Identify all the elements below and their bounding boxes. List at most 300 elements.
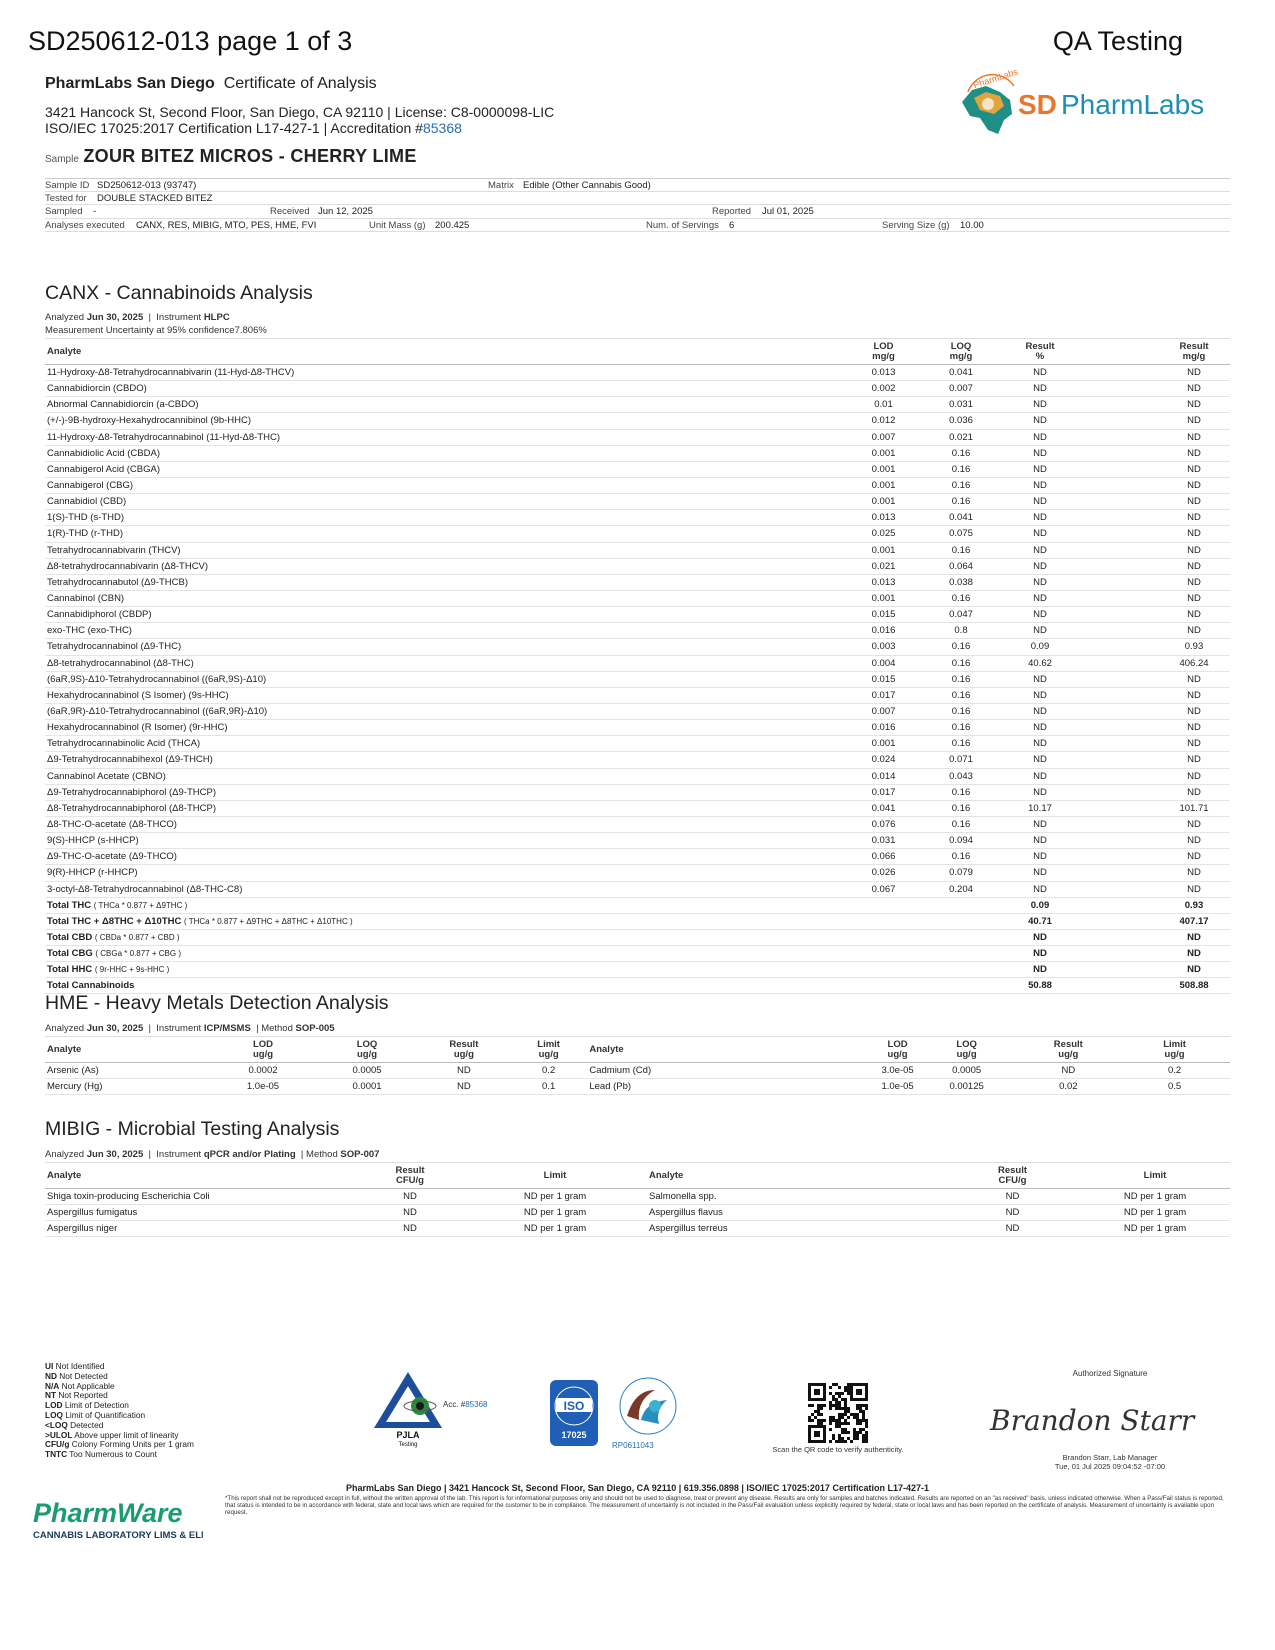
result-mg: ND bbox=[1080, 365, 1230, 381]
total-label: Total HHC ( 9r-HHC + 9s-HHC ) bbox=[45, 962, 845, 978]
table-row bbox=[45, 800, 1230, 816]
hme-col-analyte: Analyte bbox=[45, 1037, 210, 1063]
lod-value: 0.013 bbox=[845, 365, 922, 381]
total-row bbox=[45, 946, 1230, 962]
canx-title: CANX - Cannabinoids Analysis bbox=[45, 282, 313, 304]
qr-caption: Scan the QR code to verify authenticity. bbox=[772, 1445, 904, 1454]
analyte-name: Δ8-tetrahydrocannabivarin (Δ8-THCV) bbox=[45, 558, 845, 574]
hme-col-lod: LOD ug/g bbox=[210, 1037, 317, 1063]
sample-id: SD250612-013 (93747) bbox=[97, 180, 197, 191]
svg-text:PharmWare: PharmWare bbox=[33, 1498, 183, 1528]
analyte-name: Tetrahydrocannabivarin (THCV) bbox=[45, 542, 845, 558]
result-pct: ND bbox=[1000, 752, 1080, 768]
loq-value: 0.16 bbox=[922, 477, 1000, 493]
analyte-name: Aspergillus terreus bbox=[635, 1221, 945, 1237]
loq-value: 0.16 bbox=[922, 445, 1000, 461]
result-pct: ND bbox=[1000, 784, 1080, 800]
loq-value: 0.16 bbox=[922, 494, 1000, 510]
result-pct: ND bbox=[1000, 526, 1080, 542]
total-mg: 508.88 bbox=[1080, 978, 1230, 994]
result-mg: ND bbox=[1080, 833, 1230, 849]
legend-item: ND Not Detected bbox=[45, 1370, 108, 1381]
mibig-col-result-2: Result CFU/g bbox=[945, 1163, 1080, 1189]
hme-title: HME - Heavy Metals Detection Analysis bbox=[45, 992, 389, 1014]
total-label: Total THC + Δ8THC + Δ10THC ( THCa * 0.877 + Δ9THC + Δ8THC + Δ10THC ) bbox=[45, 913, 845, 929]
result-value: ND bbox=[418, 1063, 510, 1079]
microbial-table bbox=[45, 1162, 1230, 1237]
total-mg: 0.93 bbox=[1080, 897, 1230, 913]
table-row bbox=[45, 365, 1230, 381]
lod-value: 0.002 bbox=[845, 381, 922, 397]
hme-col-analyte-2: Analyte bbox=[587, 1037, 771, 1063]
lod-value: 0.013 bbox=[845, 510, 922, 526]
signer-details bbox=[1010, 1453, 1210, 1471]
received: Jun 12, 2025 bbox=[318, 206, 373, 217]
result-mg: ND bbox=[1080, 381, 1230, 397]
result-pct: ND bbox=[1000, 461, 1080, 477]
footer-disclaimer: *This report shall not be reproduced except in full, without the written approval of the lab. This report is for informational purposes only and should not be used to diagnose, treat or prevent any disease. Results are only for samples and batches indicated. Results are reported on an "as received" basis, unless indicated otherwise. When a Pass/Fail status is reported, that status is intended to be in accordance with federal, state and local laws which are required for the customer to be in compliance. The measurement of uncertainty is not included in the Pass/Fail evaluation unless explicitly required by federal, state or local laws and has been reported on the certificate of analysis. Measurement of uncertainty is available upon request. bbox=[225, 1495, 1224, 1516]
table-row bbox=[45, 687, 1230, 703]
lod-value: 0.017 bbox=[845, 687, 922, 703]
sdpharmlabs-logo bbox=[960, 70, 1240, 140]
pjla-icon bbox=[370, 1370, 510, 1450]
result-pct: ND bbox=[1000, 816, 1080, 832]
mibig-meta: Analyzed Jun 30, 2025 | Instrument qPCR and/or Plating | Method SOP-007 bbox=[45, 1149, 380, 1160]
result-pct: ND bbox=[1000, 865, 1080, 881]
lod-value: 0.066 bbox=[845, 849, 922, 865]
col-lod: LOD mg/g bbox=[845, 339, 922, 365]
canx-meta: Analyzed Jun 30, 2025 | Instrument HLPC Measurement Uncertainty at 95% confidence7.806% bbox=[45, 312, 267, 336]
lod-value: 0.017 bbox=[845, 784, 922, 800]
empty bbox=[922, 962, 1000, 978]
lod-value: 0.012 bbox=[845, 413, 922, 429]
table-row bbox=[45, 655, 1230, 671]
loq-value: 0.075 bbox=[922, 526, 1000, 542]
empty bbox=[922, 946, 1000, 962]
loq-value: 0.0001 bbox=[316, 1079, 418, 1095]
svg-text:SD: SD bbox=[1018, 89, 1057, 120]
limit-value: 0.2 bbox=[510, 1063, 587, 1079]
lab-name: PharmLabs San Diego bbox=[45, 75, 215, 92]
result-pct: ND bbox=[1000, 477, 1080, 493]
loq-value: 0.007 bbox=[922, 381, 1000, 397]
svg-text:CANNABIS LABORATORY LIMS & ELN: CANNABIS LABORATORY LIMS & ELN bbox=[33, 1530, 203, 1541]
total-row bbox=[45, 929, 1230, 945]
analyte-name: Δ9-Tetrahydrocannabihexol (Δ9-THCH) bbox=[45, 752, 845, 768]
result-mg: ND bbox=[1080, 429, 1230, 445]
analyte-name: Aspergillus fumigatus bbox=[45, 1205, 345, 1221]
sample-name: ZOUR BITEZ MICROS - CHERRY LIME bbox=[83, 146, 417, 166]
analyte-name: Cannabidiorcin (CBDO) bbox=[45, 381, 845, 397]
legend-item: CFU/g Colony Forming Units per 1 gram bbox=[45, 1439, 194, 1450]
lod-value: 0.016 bbox=[845, 623, 922, 639]
lod-value: 0.026 bbox=[845, 865, 922, 881]
analyte-name: 1(S)-THD (s-THD) bbox=[45, 510, 845, 526]
analyte-name: 9(S)-HHCP (s-HHCP) bbox=[45, 833, 845, 849]
empty bbox=[922, 929, 1000, 945]
result-value: ND bbox=[945, 1189, 1080, 1205]
result-mg: ND bbox=[1080, 558, 1230, 574]
result-mg: ND bbox=[1080, 816, 1230, 832]
authorized-signature-label: Authorized Signature bbox=[1072, 1369, 1148, 1378]
result-pct: ND bbox=[1000, 574, 1080, 590]
table-row bbox=[45, 526, 1230, 542]
loq-value: 0.043 bbox=[922, 768, 1000, 784]
table-row bbox=[45, 477, 1230, 493]
loq-value: 0.16 bbox=[922, 461, 1000, 477]
sampled: - bbox=[93, 206, 97, 217]
iso-17025-badge bbox=[550, 1380, 598, 1446]
lab-address bbox=[45, 104, 554, 136]
lod-value: 0.007 bbox=[845, 429, 922, 445]
lod-value: 1.0e-05 bbox=[210, 1079, 317, 1095]
lod-value: 0.015 bbox=[845, 671, 922, 687]
matrix: Edible (Other Cannabis Good) bbox=[523, 180, 651, 191]
analyte-name: Hexahydrocannabinol (S Isomer) (9s-HHC) bbox=[45, 687, 845, 703]
hme-col-limit: Limit ug/g bbox=[510, 1037, 587, 1063]
loq-value: 0.031 bbox=[922, 397, 1000, 413]
lod-value: 1.0e-05 bbox=[771, 1079, 915, 1095]
result-pct: ND bbox=[1000, 542, 1080, 558]
table-row bbox=[45, 461, 1230, 477]
loq-value: 0.16 bbox=[922, 849, 1000, 865]
hme-col-limit-2: Limit ug/g bbox=[1119, 1037, 1230, 1063]
total-mg: ND bbox=[1080, 946, 1230, 962]
result-mg: ND bbox=[1080, 397, 1230, 413]
num-servings: 6 bbox=[729, 219, 735, 231]
result-pct: ND bbox=[1000, 381, 1080, 397]
total-mg: ND bbox=[1080, 929, 1230, 945]
cert-line: ISO/IEC 17025:2017 Certification L17-427-1 | Accreditation #85368 bbox=[45, 120, 462, 136]
analyte-name: Cannabigerol (CBG) bbox=[45, 477, 845, 493]
lod-value: 0.0002 bbox=[210, 1063, 317, 1079]
table-row bbox=[45, 784, 1230, 800]
col-result-pct: Result % bbox=[1000, 339, 1080, 365]
table-row bbox=[45, 494, 1230, 510]
svg-text:17025: 17025 bbox=[561, 1430, 587, 1440]
result-mg: ND bbox=[1080, 768, 1230, 784]
analyte-name: Cannabinol Acetate (CBNO) bbox=[45, 768, 845, 784]
hme-meta: Analyzed Jun 30, 2025 | Instrument ICP/MSMS | Method SOP-005 bbox=[45, 1023, 335, 1034]
loq-value: 0.16 bbox=[922, 816, 1000, 832]
uncertainty: Measurement Uncertainty at 95% confidence7.806% bbox=[45, 325, 267, 336]
analyte-name: Cannabidiolic Acid (CBDA) bbox=[45, 445, 845, 461]
legend-item: NT Not Reported bbox=[45, 1390, 108, 1401]
loq-value: 0.16 bbox=[922, 687, 1000, 703]
analyte-name: 9(R)-HHCP (r-HHCP) bbox=[45, 865, 845, 881]
result-pct: ND bbox=[1000, 768, 1080, 784]
loq-value: 0.16 bbox=[922, 800, 1000, 816]
signed-date: Tue, 01 Jul 2025 09:04:52 -07:00 bbox=[1054, 1462, 1166, 1471]
lod-value: 0.041 bbox=[845, 800, 922, 816]
loq-value: 0.204 bbox=[922, 881, 1000, 897]
result-pct: ND bbox=[1000, 849, 1080, 865]
reported: Jul 01, 2025 bbox=[762, 206, 814, 217]
mibig-col-analyte-2: Analyte bbox=[635, 1163, 945, 1189]
table-row bbox=[45, 1221, 1230, 1237]
analyte-name: (+/-)-9B-hydroxy-Hexahydrocannibinol (9b-HHC) bbox=[45, 413, 845, 429]
lod-value: 0.021 bbox=[845, 558, 922, 574]
lod-value: 0.001 bbox=[845, 494, 922, 510]
empty bbox=[922, 897, 1000, 913]
result-pct: 0.09 bbox=[1000, 639, 1080, 655]
loq-value: 0.0005 bbox=[316, 1063, 418, 1079]
loq-value: 0.16 bbox=[922, 542, 1000, 558]
lod-value: 0.001 bbox=[845, 461, 922, 477]
mibig-title: MIBIG - Microbial Testing Analysis bbox=[45, 1118, 340, 1140]
result-pct: ND bbox=[1000, 445, 1080, 461]
result-pct: ND bbox=[1000, 671, 1080, 687]
svg-text:PJLA: PJLA bbox=[396, 1430, 420, 1440]
loq-value: 0.16 bbox=[922, 639, 1000, 655]
result-mg: ND bbox=[1080, 849, 1230, 865]
result-mg: ND bbox=[1080, 881, 1230, 897]
signature-image bbox=[980, 1392, 1220, 1446]
table-row bbox=[45, 720, 1230, 736]
result-pct: ND bbox=[1000, 607, 1080, 623]
loq-value: 0.036 bbox=[922, 413, 1000, 429]
table-row bbox=[45, 542, 1230, 558]
table-row bbox=[45, 833, 1230, 849]
analyte-name: (6aR,9R)-Δ10-Tetrahydrocannabinol ((6aR,9R)-Δ10) bbox=[45, 703, 845, 719]
lod-value: 0.067 bbox=[845, 881, 922, 897]
loq-value: 0.041 bbox=[922, 510, 1000, 526]
loq-value: 0.00125 bbox=[916, 1079, 1018, 1095]
total-pct: ND bbox=[1000, 929, 1080, 945]
lod-value: 0.014 bbox=[845, 768, 922, 784]
result-pct: ND bbox=[1000, 494, 1080, 510]
result-pct: ND bbox=[1000, 687, 1080, 703]
loq-value: 0.071 bbox=[922, 752, 1000, 768]
lod-value: 0.031 bbox=[845, 833, 922, 849]
total-label: Total Cannabinoids bbox=[45, 978, 845, 994]
legend-item: >ULOL Above upper limit of linearity bbox=[45, 1429, 179, 1440]
sample-info: Sample ID SD250612-013 (93747) Matrix Edible (Other Cannabis Good) Tested for DOUBLE STACKED BITEZ Sampled - Received Jun 12, 2025 Reported Jul 01, 2025 Analyses executed CANX, RES, MIBIG, MTO, PES, HME, FVI Unit Mass (g) 200.425 Num. of Servings 6 Serving Size (g) 10.00 bbox=[45, 178, 1230, 232]
lod-value: 0.015 bbox=[845, 607, 922, 623]
loq-value: 0.16 bbox=[922, 590, 1000, 606]
total-mg: 407.17 bbox=[1080, 913, 1230, 929]
table-row bbox=[45, 1079, 1230, 1095]
result-mg: 101.71 bbox=[1080, 800, 1230, 816]
col-loq: LOQ mg/g bbox=[922, 339, 1000, 365]
tested-for: DOUBLE STACKED BITEZ bbox=[97, 192, 213, 204]
result-pct: ND bbox=[1000, 881, 1080, 897]
analyte-name: Abnormal Cannabidiorcin (a-CBDO) bbox=[45, 397, 845, 413]
analyte-name: Δ8-tetrahydrocannabinol (Δ8-THC) bbox=[45, 655, 845, 671]
result-value: ND bbox=[1018, 1063, 1120, 1079]
result-pct: ND bbox=[1000, 365, 1080, 381]
loq-value: 0.041 bbox=[922, 365, 1000, 381]
heavy-metals-table bbox=[45, 1036, 1230, 1095]
analyte-name: exo-THC (exo-THC) bbox=[45, 623, 845, 639]
lod-value: 0.025 bbox=[845, 526, 922, 542]
result-mg: ND bbox=[1080, 574, 1230, 590]
limit-value: ND per 1 gram bbox=[1080, 1205, 1230, 1221]
table-row bbox=[45, 510, 1230, 526]
abbreviation-legend bbox=[45, 1362, 194, 1460]
table-row bbox=[45, 639, 1230, 655]
analyte-name: Shiga toxin-producing Escherichia Coli bbox=[45, 1189, 345, 1205]
table-row bbox=[45, 413, 1230, 429]
result-mg: ND bbox=[1080, 865, 1230, 881]
loq-value: 0.047 bbox=[922, 607, 1000, 623]
result-value: ND bbox=[345, 1205, 475, 1221]
mibig-col-limit: Limit bbox=[475, 1163, 635, 1189]
result-pct: ND bbox=[1000, 623, 1080, 639]
total-pct: 40.71 bbox=[1000, 913, 1080, 929]
result-value: ND bbox=[945, 1221, 1080, 1237]
table-row bbox=[45, 671, 1230, 687]
table-row bbox=[45, 429, 1230, 445]
loq-value: 0.16 bbox=[922, 703, 1000, 719]
result-mg: ND bbox=[1080, 445, 1230, 461]
result-pct: ND bbox=[1000, 720, 1080, 736]
result-pct: ND bbox=[1000, 736, 1080, 752]
serving-size: 10.00 bbox=[960, 219, 984, 231]
table-row bbox=[45, 816, 1230, 832]
table-row bbox=[45, 574, 1230, 590]
table-row bbox=[45, 849, 1230, 865]
analyte-name: Δ9-Tetrahydrocannabiphorol (Δ9-THCP) bbox=[45, 784, 845, 800]
svg-text:PharmLabs: PharmLabs bbox=[972, 70, 1020, 91]
result-mg: ND bbox=[1080, 461, 1230, 477]
analyte-name: (6aR,9S)-Δ10-Tetrahydrocannabinol ((6aR,9S)-Δ10) bbox=[45, 671, 845, 687]
analyte-name: 11-Hydroxy-Δ8-Tetrahydrocannabinol (11-Hyd-Δ8-THC) bbox=[45, 429, 845, 445]
empty bbox=[922, 913, 1000, 929]
unit-mass: 200.425 bbox=[435, 219, 470, 231]
result-pct: ND bbox=[1000, 413, 1080, 429]
lod-value: 0.013 bbox=[845, 574, 922, 590]
table-row bbox=[45, 1063, 1230, 1079]
accreditation-number[interactable]: 85368 bbox=[422, 120, 462, 136]
result-mg: ND bbox=[1080, 477, 1230, 493]
lod-value: 0.004 bbox=[845, 655, 922, 671]
footer-contact: PharmLabs San Diego | 3421 Hancock St, Second Floor, San Diego, CA 92110 | 619.356.0898 | ISO/IEC 17025:2017 Certification L17-427-1 bbox=[346, 1483, 929, 1493]
result-mg: ND bbox=[1080, 623, 1230, 639]
result-pct: ND bbox=[1000, 703, 1080, 719]
analyte-name: 11-Hydroxy-Δ8-Tetrahydrocannabivarin (11-Hyd-Δ8-THCV) bbox=[45, 365, 845, 381]
table-row bbox=[45, 736, 1230, 752]
result-mg: ND bbox=[1080, 510, 1230, 526]
doc-type: Certificate of Analysis bbox=[223, 75, 377, 92]
result-mg: ND bbox=[1080, 736, 1230, 752]
result-value: 0.02 bbox=[1018, 1079, 1120, 1095]
total-pct: 0.09 bbox=[1000, 897, 1080, 913]
analyte-name: 1(R)-THD (r-THD) bbox=[45, 526, 845, 542]
result-pct: ND bbox=[1000, 590, 1080, 606]
lod-value: 0.007 bbox=[845, 703, 922, 719]
mibig-col-limit-2: Limit bbox=[1080, 1163, 1230, 1189]
total-label: Total CBG ( CBGa * 0.877 + CBG ) bbox=[45, 946, 845, 962]
lod-value: 0.001 bbox=[845, 445, 922, 461]
total-row bbox=[45, 897, 1230, 913]
analyte-name: Mercury (Hg) bbox=[45, 1079, 210, 1095]
qa-label: QA Testing bbox=[1052, 26, 1183, 56]
empty bbox=[845, 929, 922, 945]
hme-col-lod-2: LOD ug/g bbox=[771, 1037, 915, 1063]
analyte-name: Arsenic (As) bbox=[45, 1063, 210, 1079]
pjla-accreditation: Acc. #85368 bbox=[443, 1400, 488, 1409]
empty bbox=[845, 897, 922, 913]
limit-value: ND per 1 gram bbox=[475, 1205, 635, 1221]
loq-value: 0.16 bbox=[922, 671, 1000, 687]
result-value: ND bbox=[345, 1189, 475, 1205]
legend-item: N/A Not Applicable bbox=[45, 1380, 115, 1391]
address-line: 3421 Hancock St, Second Floor, San Diego, CA 92110 | License: C8-0000098-LIC bbox=[45, 104, 555, 120]
table-row bbox=[45, 768, 1230, 784]
analyte-name: Cannabidiphorol (CBDP) bbox=[45, 607, 845, 623]
total-pct: ND bbox=[1000, 962, 1080, 978]
result-pct: ND bbox=[1000, 833, 1080, 849]
result-mg: ND bbox=[1080, 784, 1230, 800]
table-row bbox=[45, 752, 1230, 768]
result-mg: ND bbox=[1080, 590, 1230, 606]
empty bbox=[845, 946, 922, 962]
loq-value: 0.094 bbox=[922, 833, 1000, 849]
total-mg: ND bbox=[1080, 962, 1230, 978]
analyte-name: Aspergillus flavus bbox=[635, 1205, 945, 1221]
lod-value: 0.003 bbox=[845, 639, 922, 655]
table-row bbox=[45, 558, 1230, 574]
analyte-name: Δ8-THC-O-acetate (Δ8-THCO) bbox=[45, 816, 845, 832]
page-label: SD250612-013 page 1 of 3 bbox=[28, 26, 353, 56]
result-value: ND bbox=[345, 1221, 475, 1237]
dea-code: RP0611043 bbox=[612, 1441, 654, 1450]
result-mg: ND bbox=[1080, 703, 1230, 719]
col-analyte: Analyte bbox=[45, 339, 845, 365]
qr-code[interactable] bbox=[808, 1383, 868, 1443]
mibig-col-result: Result CFU/g bbox=[345, 1163, 475, 1189]
table-row bbox=[45, 397, 1230, 413]
analyte-name: Cannabidiol (CBD) bbox=[45, 494, 845, 510]
analyte-name: Tetrahydrocannabinol (Δ9-THC) bbox=[45, 639, 845, 655]
loq-value: 0.079 bbox=[922, 865, 1000, 881]
result-pct: ND bbox=[1000, 397, 1080, 413]
total-row bbox=[45, 913, 1230, 929]
lod-value: 0.001 bbox=[845, 477, 922, 493]
cannabinoids-table bbox=[45, 338, 1230, 994]
table-row bbox=[45, 865, 1230, 881]
limit-value: ND per 1 gram bbox=[475, 1221, 635, 1237]
hme-col-loq-2: LOQ ug/g bbox=[916, 1037, 1018, 1063]
analyte-name: Salmonella spp. bbox=[635, 1189, 945, 1205]
total-row bbox=[45, 962, 1230, 978]
lod-value: 3.0e-05 bbox=[771, 1063, 915, 1079]
result-mg: ND bbox=[1080, 720, 1230, 736]
lod-value: 0.001 bbox=[845, 542, 922, 558]
table-row bbox=[45, 703, 1230, 719]
limit-value: ND per 1 gram bbox=[1080, 1189, 1230, 1205]
analyte-name: Δ8-Tetrahydrocannabiphorol (Δ8-THCP) bbox=[45, 800, 845, 816]
result-pct: 10.17 bbox=[1000, 800, 1080, 816]
lod-value: 0.024 bbox=[845, 752, 922, 768]
pharmware-logo bbox=[33, 1492, 203, 1546]
table-row bbox=[45, 1189, 1230, 1205]
total-pct: 50.88 bbox=[1000, 978, 1080, 994]
hme-col-loq: LOQ ug/g bbox=[316, 1037, 418, 1063]
analyte-name: Cannabinol (CBN) bbox=[45, 590, 845, 606]
limit-value: ND per 1 gram bbox=[1080, 1221, 1230, 1237]
result-mg: ND bbox=[1080, 607, 1230, 623]
analyte-name: Aspergillus niger bbox=[45, 1221, 345, 1237]
result-mg: ND bbox=[1080, 752, 1230, 768]
empty bbox=[845, 913, 922, 929]
table-row bbox=[45, 445, 1230, 461]
loq-value: 0.16 bbox=[922, 655, 1000, 671]
limit-value: ND per 1 gram bbox=[475, 1189, 635, 1205]
empty bbox=[922, 978, 1000, 994]
table-row bbox=[45, 381, 1230, 397]
